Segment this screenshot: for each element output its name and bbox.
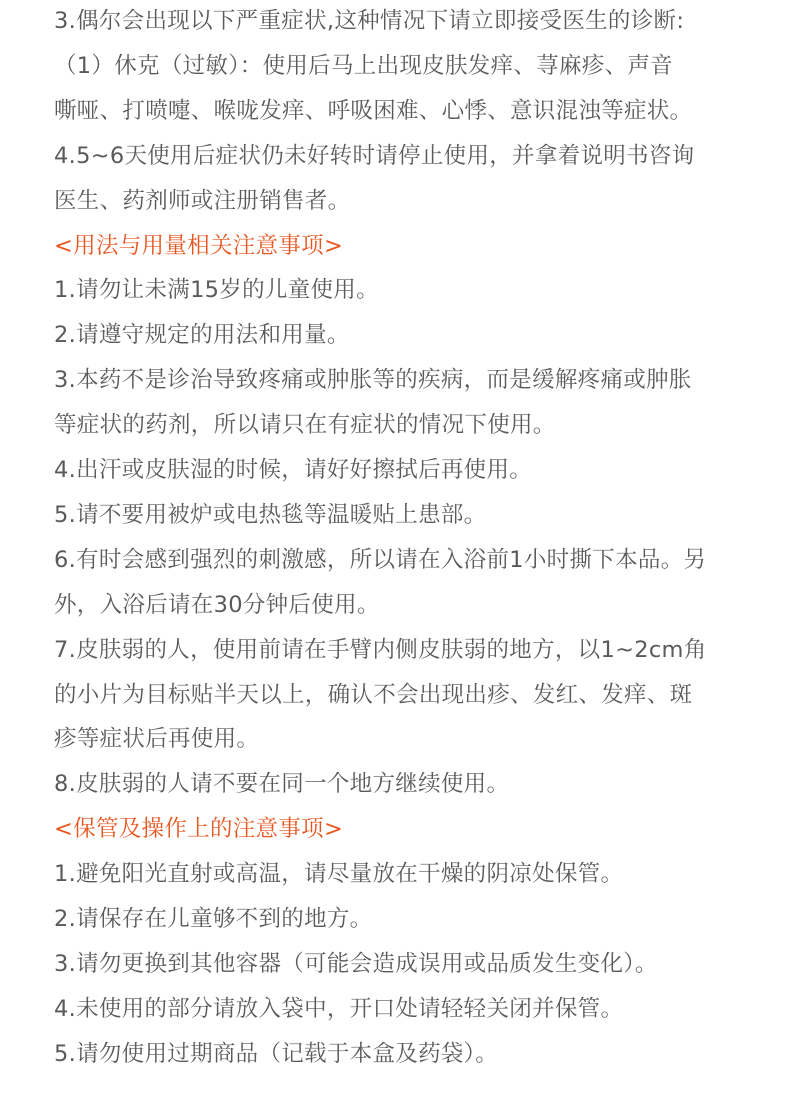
text-line: 4.5~6天使用后症状仍未好转时请停止使用，并拿着说明书咨询 bbox=[54, 142, 695, 169]
text-line: 1.请勿让未满15岁的儿童使用。 bbox=[54, 277, 379, 304]
text-line: 的小片为目标贴半天以上，确认不会出现出疹、发红、发痒、斑 bbox=[54, 681, 693, 708]
text-line: 医生、药剂师或注册销售者。 bbox=[54, 187, 351, 214]
text-line: 等症状的药剂，所以请只在有症状的情况下使用。 bbox=[54, 412, 556, 439]
section-heading-storage: <保管及操作上的注意事项> bbox=[54, 816, 344, 843]
text-line: 4.出汗或皮肤湿的时候，请好好擦拭后再使用。 bbox=[54, 457, 533, 483]
text-line: 3.请勿更换到其他容器（可能会造成误用或品质发生变化）。 bbox=[54, 950, 658, 977]
text-line: 2.请遵守规定的用法和用量。 bbox=[54, 322, 350, 349]
text-line: 3.本药不是诊治导致疼痛或肿胀等的疾病，而是缓解疼痛或肿胀 bbox=[54, 367, 692, 394]
section-heading-usage: <用法与用量相关注意事项> bbox=[54, 232, 344, 259]
text-line: 2.请保存在儿童够不到的地方。 bbox=[54, 906, 373, 932]
text-line: 疹等症状后再使用。 bbox=[54, 726, 260, 753]
text-line: 8.皮肤弱的人请不要在同一个地方继续使用。 bbox=[54, 771, 510, 798]
text-line: 4.未使用的部分请放入袋中，开口处请轻轻关闭并保管。 bbox=[54, 995, 624, 1022]
text-line: （1）休克（过敏）：使用后马上出现皮肤发痒、荨麻疹、声音 bbox=[54, 52, 673, 79]
text-line: 3.偶尔会出现以下严重症状,这种情况下请立即接受医生的诊断: bbox=[54, 8, 685, 34]
text-line: 1.避免阳光直射或高温，请尽量放在干燥的阴凉处保管。 bbox=[54, 861, 624, 888]
text-line: 外，入浴后请在30分钟后使用。 bbox=[54, 591, 380, 618]
text-line: 6.有时会感到强烈的刺激感，所以请在入浴前1小时撕下本品。另 bbox=[54, 546, 707, 573]
text-line: 5.请勿使用过期商品（记载于本盒及药袋）。 bbox=[54, 1040, 499, 1067]
text-line: 5.请不要用被炉或电热毯等温暖贴上患部。 bbox=[54, 501, 487, 528]
text-line: 7.皮肤弱的人，使用前请在手臂内侧皮肤弱的地方，以1~2cm角 bbox=[54, 636, 707, 663]
text-line: 嘶哑、打喷嚏、喉咙发痒、呼吸困难、心悸、意识混浊等症状。 bbox=[54, 97, 693, 124]
